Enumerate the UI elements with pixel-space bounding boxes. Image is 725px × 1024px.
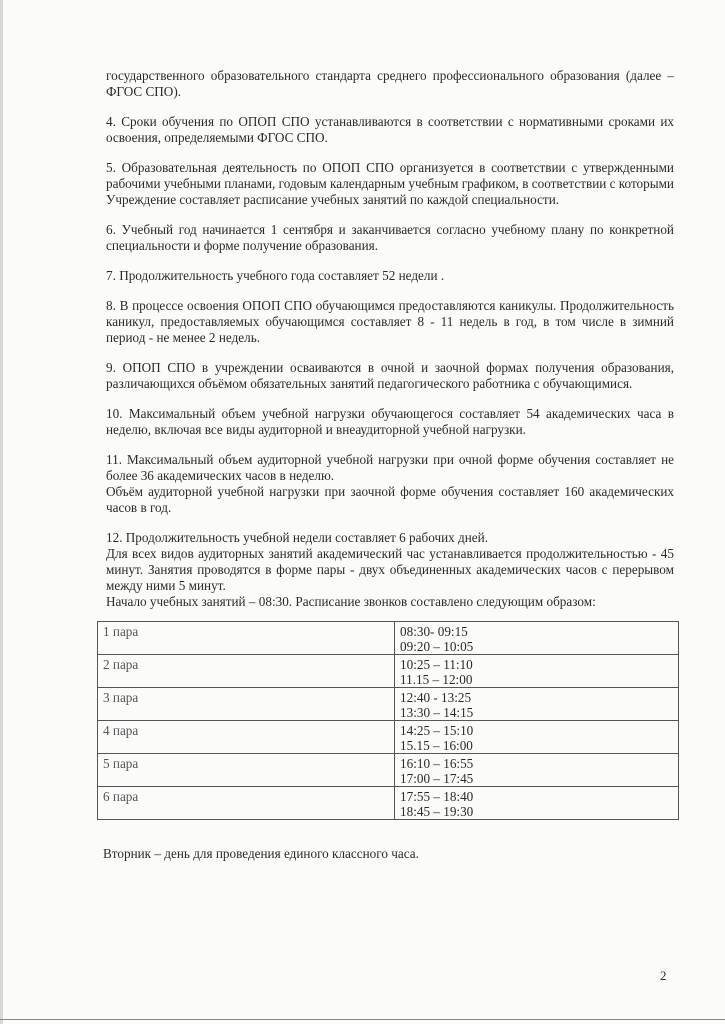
paragraph-8: 8. В процессе освоения ОПОП СПО обучающимся предоставляются каникулы. Продолжительность каникул, предоставляемых обучающимся составляет 8 - 11 недель в год, в том числе в зимний период - не менее 2 недель.: [106, 298, 674, 345]
document-body: [103, 68, 674, 862]
paragraph-10: 10. Максимальный объем учебной нагрузки обучающегося составляет 54 академических часа в неделю, включая все виды аудиторной и внеаудиторной учебной нагрузки.: [106, 406, 674, 437]
schedule-times: [395, 655, 679, 688]
schedule-time-first: 14:25 – 15:10: [400, 723, 474, 738]
schedule-row: [98, 688, 679, 721]
schedule-time-first: 08:30- 09:15: [400, 624, 468, 639]
schedule-row: [98, 721, 679, 754]
schedule-row: [98, 655, 679, 688]
schedule-pair-label: 3 пара: [98, 688, 395, 721]
paragraph-intro: государственного образовательного стандарта среднего профессионального образования (далее – ФГОС СПО).: [106, 68, 674, 99]
paragraph-6: 6. Учебный год начинается 1 сентября и заканчивается согласно учебному плану по конкретной специальности и форме получение образования.: [106, 222, 674, 253]
schedule-times: [395, 688, 679, 721]
schedule-times: [395, 622, 679, 655]
bell-schedule-body: [98, 622, 679, 820]
paragraph-5: 5. Образовательная деятельность по ОПОП СПО организуется в соответствии с утвержденными рабочими учебными планами, годовым календарным учебным графиком, в соответствии с которыми Учреждение составляет расписание учебных занятий по каждой специальности.: [106, 160, 674, 207]
paragraph-12-c: Начало учебных занятий – 08:30. Расписание звонков составлено следующим образом:: [106, 594, 596, 609]
schedule-time-second: 17:00 – 17:45: [400, 771, 474, 786]
paragraph-4: 4. Сроки обучения по ОПОП СПО устанавливаются в соответствии с нормативными сроками их освоения, определяемыми ФГОС СПО.: [106, 114, 674, 145]
schedule-time-first: 16:10 – 16:55: [400, 756, 474, 771]
paragraph-12-a: 12. Продолжительность учебной недели составляет 6 рабочих дней.: [106, 530, 489, 545]
schedule-row: [98, 754, 679, 787]
schedule-time-first: 17:55 – 18:40: [400, 789, 474, 804]
paragraph-11-a: 11. Максимальный объем аудиторной учебной нагрузки при очной форме обучения составляет не более 36 академических часов в неделю.: [106, 452, 674, 483]
scan-bottom-edge: [0, 1019, 725, 1020]
schedule-times: [395, 754, 679, 787]
schedule-time-second: 18:45 – 19:30: [400, 804, 474, 819]
schedule-time-first: 10:25 – 11:10: [400, 657, 473, 672]
schedule-pair-label: 4 пара: [98, 721, 395, 754]
footer-note: Вторник – день для проведения единого классного часа.: [103, 846, 419, 861]
scan-edge-shadow: [0, 0, 3, 1024]
schedule-time-second: 15.15 – 16:00: [400, 738, 473, 753]
paragraph-9: 9. ОПОП СПО в учреждении осваиваются в очной и заочной формах получения образования, различающихся объёмом обязательных занятий педагогического работника с обучающимися.: [106, 360, 674, 391]
schedule-pair-label: 2 пара: [98, 655, 395, 688]
paragraph-7: 7. Продолжительность учебного года составляет 52 недели .: [106, 268, 445, 283]
page-number: 2: [660, 968, 667, 983]
bell-schedule-table: [97, 621, 679, 820]
schedule-time-second: 09:20 – 10:05: [400, 639, 474, 654]
schedule-time-second: 11.15 – 12:00: [400, 672, 473, 687]
schedule-times: [395, 787, 679, 820]
schedule-time-first: 12:40 - 13:25: [400, 690, 472, 705]
schedule-pair-label: 5 пара: [98, 754, 395, 787]
schedule-pair-label: 1 пара: [98, 622, 395, 655]
schedule-row: [98, 622, 679, 655]
paragraph-12-b: Для всех видов аудиторных занятий академический час устанавливается продолжительностью - 45 минут. Занятия проводятся в форме пары - двух объединенных академических часов с перерывом между ними 5 минут.: [106, 546, 674, 593]
schedule-pair-label: 6 пара: [98, 787, 395, 820]
schedule-time-second: 13:30 – 14:15: [400, 705, 474, 720]
paragraph-11-b: Объём аудиторной учебной нагрузки при заочной форме обучения составляет 160 академических часов в год.: [106, 484, 674, 515]
schedule-row: [98, 787, 679, 820]
bell-schedule-wrapper: [97, 621, 679, 820]
schedule-times: [395, 721, 679, 754]
